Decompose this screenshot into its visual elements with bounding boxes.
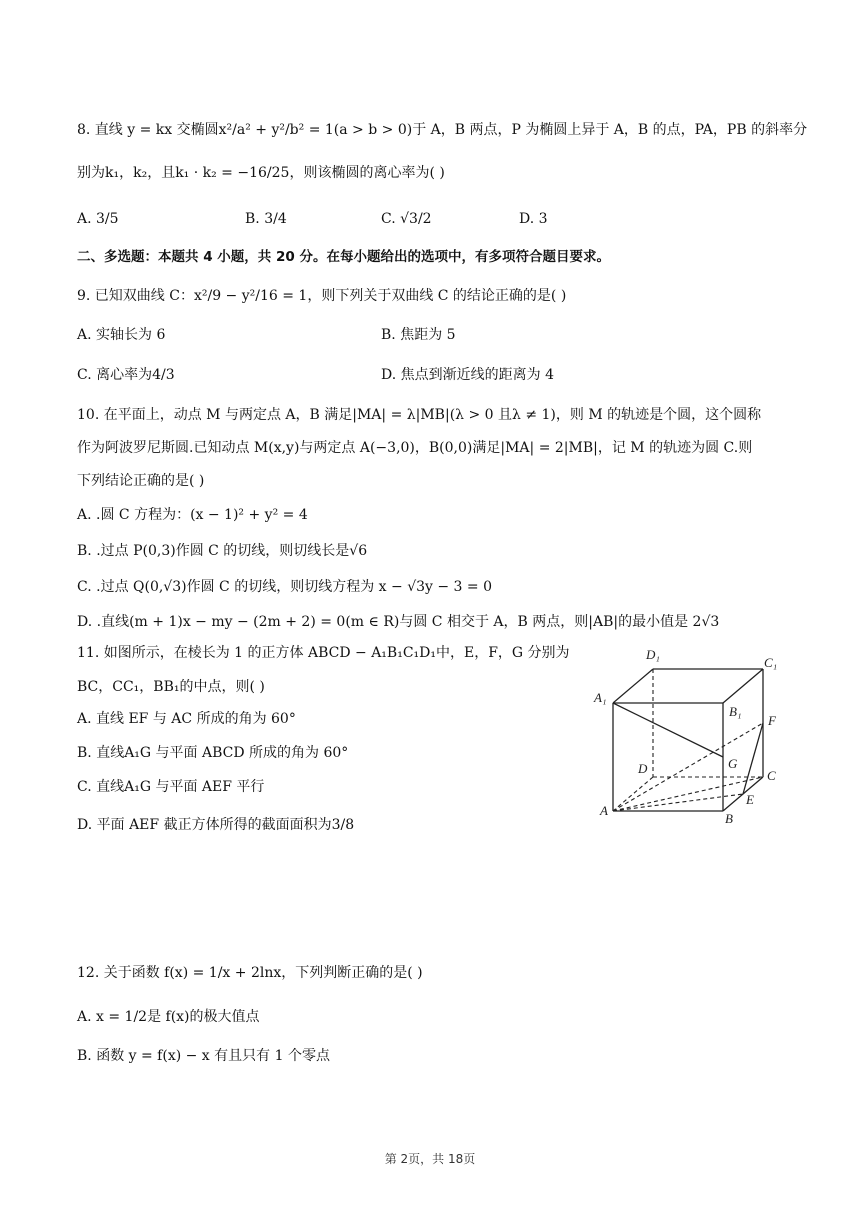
q8-stem-line2: 别为k₁，k₂，且k₁ · k₂ = −16/25，则该椭圆的离心率为( ) [77, 165, 445, 181]
q10-option-a: A. .圆 C 方程为：(x − 1)² + y² = 4 [77, 507, 308, 523]
section-heading: 二、多选题：本题共 4 小题，共 20 分。在每小题给出的选项中，有多项符合题目要求。 [77, 249, 610, 265]
q11-stem-line1: 11. 如图所示，在棱长为 1 的正方体 ABCD − A₁B₁C₁D₁中，E，F，G 分别为 [77, 645, 570, 661]
q11-option-a: A. 直线 EF 与 AC 所成的角为 60° [77, 711, 296, 727]
q8-option-d: D. 3 [519, 211, 548, 227]
label-f: F [768, 713, 776, 728]
q9-option-a: A. 实轴长为 6 [77, 327, 166, 343]
label-c1: C₁ [764, 655, 778, 670]
q8-option-a: A. 3/5 [77, 211, 119, 227]
label-a1: A₁ [594, 690, 607, 705]
q10-option-b: B. .过点 P(0,3)作圆 C 的切线，则切线长是√6 [77, 543, 368, 559]
q12-option-a: A. x = 1/2是 f(x)的极大值点 [77, 1009, 260, 1025]
q11-option-c: C. 直线A₁G 与平面 AEF 平行 [77, 779, 265, 795]
q10-stem-line1: 10. 在平面上，动点 M 与两定点 A，B 满足|MA| = λ|MB|(λ > 0 且λ ≠ 1)，则 M 的轨迹是个圆，这个圆称 [77, 407, 762, 423]
page-footer: 第 2页，共 18页 [384, 1152, 476, 1166]
q12-stem: 12. 关于函数 f(x) = 1/x + 2lnx，下列判断正确的是( ) [77, 965, 423, 981]
q9-option-d: D. 焦点到渐近线的距离为 4 [381, 367, 554, 383]
label-d1: D₁ [646, 647, 660, 662]
label-b1: B₁ [729, 704, 742, 719]
label-b: B [725, 811, 733, 826]
q8-option-b: B. 3/4 [245, 211, 287, 227]
q10-option-d: D. .直线(m + 1)x − my − (2m + 2) = 0(m ∈ R)与圆 C 相交于 A，B 两点，则|AB|的最小值是 2√3 [77, 614, 720, 630]
label-d: D [638, 761, 648, 776]
q10-option-c: C. .过点 Q(0,√3)作圆 C 的切线，则切线方程为 x − √3y − 3 = 0 [77, 579, 493, 595]
label-g: G [728, 756, 738, 771]
q9-stem: 9. 已知双曲线 C：x²/9 − y²/16 = 1，则下列关于双曲线 C 的结论正确的是( ) [77, 288, 567, 304]
q11-stem-line2: BC，CC₁，BB₁的中点，则( ) [77, 679, 265, 695]
q12-option-b: B. 函数 y = f(x) − x 有且只有 1 个零点 [77, 1048, 330, 1064]
q8-stem-line1: 8. 直线 y = kx 交椭圆x²/a² + y²/b² = 1(a > b > 0)于 A，B 两点，P 为椭圆上异于 A，B 的点，PA，PB 的斜率分 [77, 122, 808, 138]
label-a: A [600, 803, 608, 818]
q8-option-c: C. √3/2 [381, 211, 432, 227]
q9-option-b: B. 焦距为 5 [381, 327, 456, 343]
q11-option-d: D. 平面 AEF 截正方体所得的截面面积为3/8 [77, 817, 355, 833]
label-c: C [767, 768, 776, 783]
label-e: E [746, 792, 754, 807]
cube-figure [580, 640, 790, 830]
q11-option-b: B. 直线A₁G 与平面 ABCD 所成的角为 60° [77, 745, 349, 761]
q9-option-c: C. 离心率为4/3 [77, 367, 175, 383]
q10-stem-line2: 作为阿波罗尼斯圆.已知动点 M(x,y)与两定点 A(−3,0)，B(0,0)满足|MA| = 2|MB|，记 M 的轨迹为圆 C.则 [77, 440, 753, 456]
q10-stem-line3: 下列结论正确的是( ) [77, 473, 205, 489]
